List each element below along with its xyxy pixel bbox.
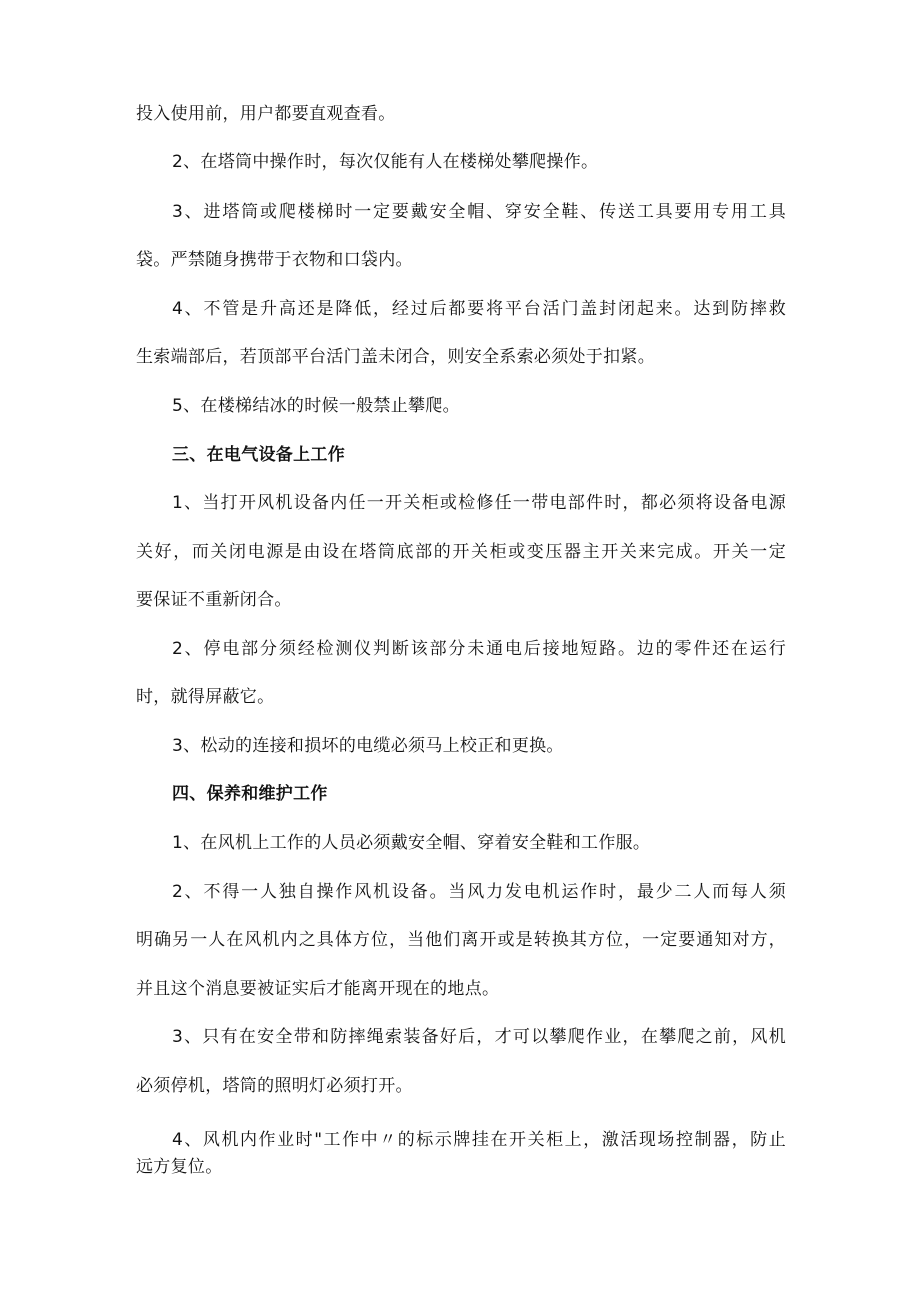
text-line: 并且这个消息要被证实后才能离开现在的地点。 bbox=[136, 979, 500, 999]
text-line: 4、不管是升高还是降低，经过后都要将平台活门盖封闭起来。达到防摔救 bbox=[172, 299, 786, 319]
text-line: 1、当打开风机设备内任一开关柜或检修任一带电部件时，都必须将设备电源 bbox=[172, 493, 786, 513]
text-line: 2、不得一人独自操作风机设备。当风力发电机运作时，最少二人而每人须 bbox=[172, 882, 786, 902]
text-line: 3、松动的连接和损坏的电缆必须马上校正和更换。 bbox=[172, 736, 564, 756]
text-line: 5、在楼梯结冰的时候一般禁止攀爬。 bbox=[172, 396, 460, 416]
text-line: 4、风机内作业时"工作中〃的标示牌挂在开关柜上，激活现场控制器，防止 bbox=[172, 1130, 786, 1150]
section-heading: 四、保养和维护工作 bbox=[172, 784, 328, 804]
text-line: 2、在塔筒中操作时，每次仅能有人在楼梯处攀爬操作。 bbox=[172, 152, 599, 172]
text-line: 3、进塔筒或爬楼梯时一定要戴安全帽、穿安全鞋、传送工具要用专用工具 bbox=[172, 202, 786, 222]
text-line: 投入使用前，用户都要直观查看。 bbox=[136, 104, 396, 124]
text-line: 必须停机，塔筒的照明灯必须打开。 bbox=[136, 1076, 413, 1096]
section-heading: 三、在电气设备上工作 bbox=[172, 445, 345, 465]
text-line: 3、只有在安全带和防摔绳索装备好后，才可以攀爬作业，在攀爬之前，风机 bbox=[172, 1027, 786, 1047]
text-line: 生索端部后，若顶部平台活门盖未闭合，则安全系索必须处于扣紧。 bbox=[136, 347, 655, 367]
text-line: 袋。严禁随身携带于衣物和口袋内。 bbox=[136, 250, 413, 270]
text-line: 时，就得屏蔽它。 bbox=[136, 687, 275, 707]
text-line: 1、在风机上工作的人员必须戴安全帽、穿着安全鞋和工作服。 bbox=[172, 833, 651, 853]
text-line: 2、停电部分须经检测仪判断该部分未通电后接地短路。边的零件还在运行 bbox=[172, 639, 786, 659]
text-line: 关好，而关闭电源是由设在塔筒底部的开关柜或变压器主开关来完成。开关一定 bbox=[136, 542, 786, 562]
text-line: 远方复位。 bbox=[136, 1157, 223, 1177]
text-line: 明确另一人在风机内之具体方位，当他们离开或是转换其方位，一定要通知对方， bbox=[136, 930, 786, 950]
text-line: 要保证不重新闭合。 bbox=[136, 590, 292, 610]
